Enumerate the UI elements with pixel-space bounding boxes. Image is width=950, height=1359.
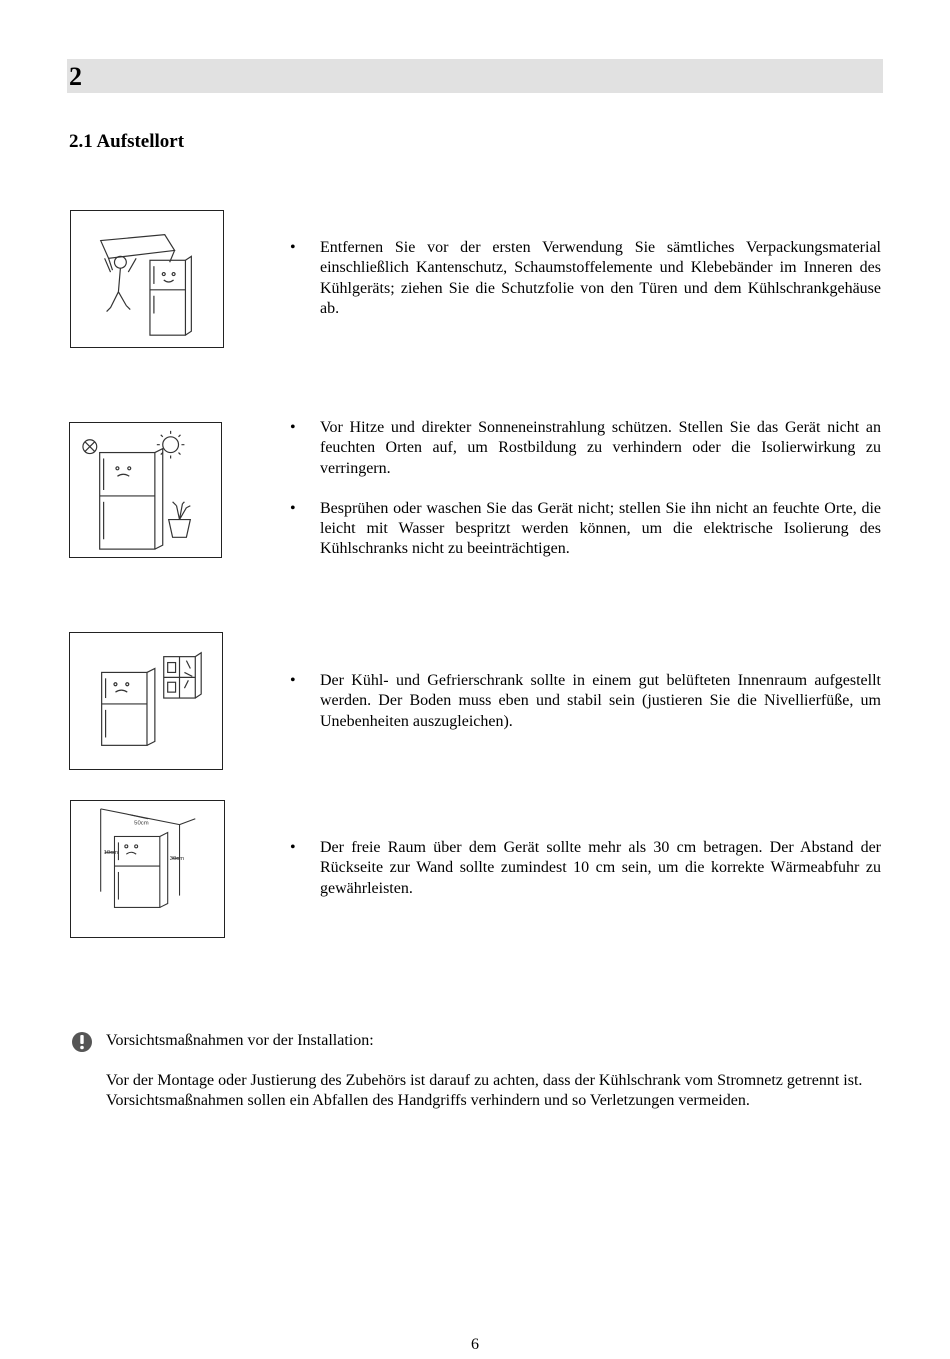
list-item: • Der freie Raum über dem Gerät sollte mehr als 30 cm betragen. Der Abstand der Rückseite zur Wand sollte zumindest 10 cm sein, um die korrekte Wärmeabfuhr zu gewährleisten. [288,838,881,899]
top-clearance-label: 50cm [134,820,149,827]
unpacking-illustration-icon [70,210,224,348]
bullet-list-heat-moisture [288,418,881,560]
section-title: 2.1 Aufstellort [69,131,185,152]
list-item: • Entfernen Sie vor der ersten Verwendung Sie sämtliches Verpackungsmaterial einschließlich Kantenschutz, Schaumstoffelemente und Klebebänder im Inneren des Kühlgeräts; ziehen Sie die Schutzfolie von den Türen und dem Kühlschrankgehäuse ab. [288,238,881,319]
heat-and-moisture-warning-icon [69,422,222,558]
warning-exclamation-icon [71,1031,93,1053]
clearance-dimensions-illustration-icon [70,800,225,938]
side-clearance-label: 30cm [169,856,185,863]
note-heading: Vorsichtsmaßnahmen vor der Installation: [106,1032,374,1049]
chapter-header-bar [67,59,883,93]
list-item: • Besprühen oder waschen Sie das Gerät nicht; stellen Sie ihn nicht an feuchte Orte, die leicht mit Wasser bespritzt werden können, um die elektrische Isolierung des Kühlschranks nicht zu beeinträchtigen. [288,499,881,560]
note-paragraph: Vor der Montage oder Justierung des Zubehörs ist darauf zu achten, dass der Kühlschrank vom Stromnetz getrennt ist. [106,1072,863,1089]
list-item: • Vor Hitze und direkter Sonneneinstrahlung schützen. Stellen Sie das Gerät nicht an feuchten Orten auf, um Rostbildung zu verhindern oder die Isolierwirkung zu verringern. [288,418,881,479]
note-body [106,1071,882,1111]
bullet-list-ventilation [288,671,881,732]
page-number: 6 [471,1336,479,1353]
note-paragraph: Vorsichtsmaßnahmen sollen ein Abfallen des Handgriffs verhindern und so Verletzungen vermeiden. [106,1092,750,1109]
chapter-number: 2 [69,62,82,91]
ventilated-room-illustration-icon [69,632,223,770]
bullet-list-clearance [288,838,881,899]
back-clearance-label: 10cm [103,850,119,857]
list-item: • Der Kühl- und Gefrierschrank sollte in einem gut belüfteten Innenraum aufgestellt werden. Der Boden muss eben und stabil sein (justieren Sie die Nivellierfüße, um Unebenheiten auszugleichen). [288,671,881,732]
bullet-list-unpacking [288,238,881,319]
